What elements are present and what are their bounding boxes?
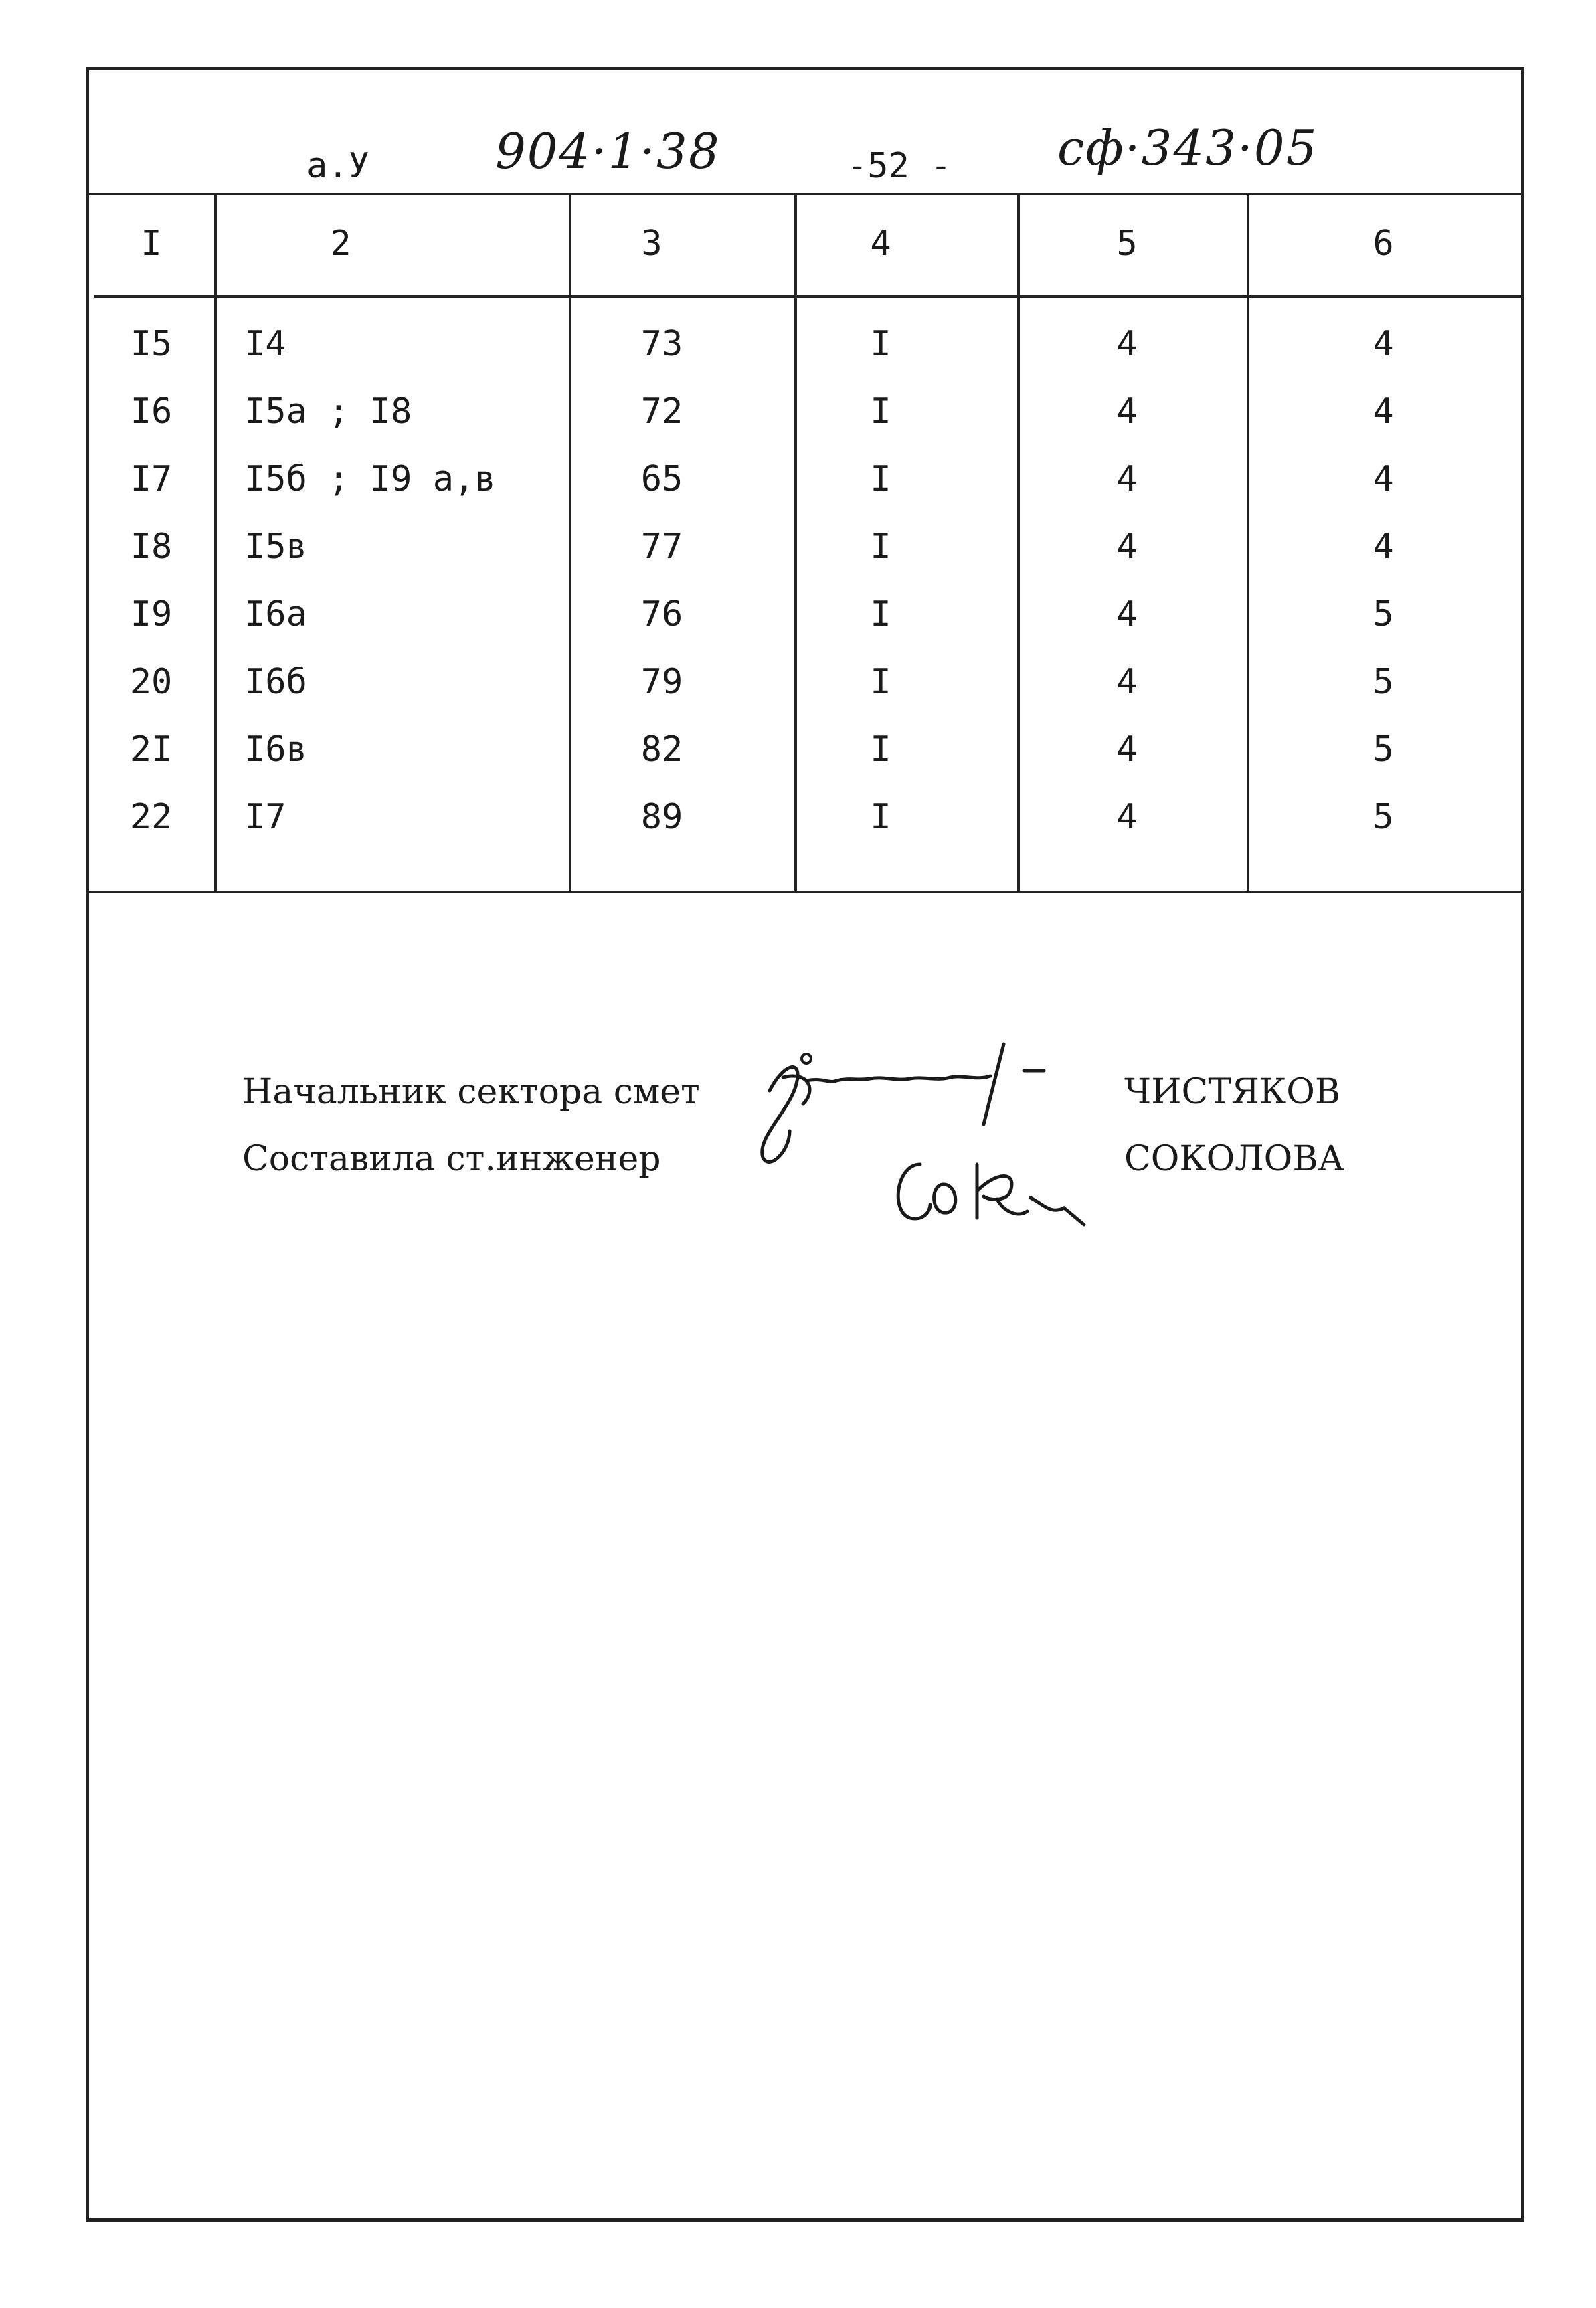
row-value: 4 [1372, 391, 1394, 432]
page-number: -52 - [847, 146, 952, 186]
row-item: I6а [244, 594, 307, 634]
column-header: 5 [1116, 224, 1138, 264]
project-number: 904·1·38 [495, 123, 721, 179]
row-item: I5а ; I8 [244, 391, 412, 432]
table-top-line [88, 193, 1524, 195]
column-header: 4 [870, 224, 891, 264]
row-number: I7 [130, 459, 173, 499]
row-value: 76 [640, 594, 683, 634]
row-value: 5 [1372, 594, 1394, 634]
row-value: 4 [1116, 662, 1138, 702]
signatory-name-1: ЧИСТЯКОВ [1124, 1072, 1341, 1112]
row-value: 4 [1372, 324, 1394, 364]
row-value: I [870, 324, 891, 364]
row-value: 65 [640, 459, 683, 499]
row-value: I [870, 459, 891, 499]
row-value: 72 [640, 391, 683, 432]
row-value: 79 [640, 662, 683, 702]
row-item: I6б [244, 662, 307, 702]
row-value: 89 [640, 797, 683, 837]
row-value: 5 [1372, 729, 1394, 770]
row-value: I [870, 594, 891, 634]
row-number: I8 [130, 527, 173, 567]
row-value: I [870, 662, 891, 702]
table-bottom-line [86, 891, 1524, 893]
row-value: 4 [1116, 391, 1138, 432]
row-item: I6в [244, 729, 307, 770]
row-value: I [870, 797, 891, 837]
row-value: 4 [1116, 527, 1138, 567]
row-number: I5 [130, 324, 173, 364]
row-value: 4 [1116, 459, 1138, 499]
row-value: 5 [1372, 662, 1394, 702]
doc-prefix: а.У [306, 146, 369, 186]
row-number: 22 [130, 797, 173, 837]
row-value: 73 [640, 324, 683, 364]
document-code: сф·343·05 [1057, 120, 1318, 176]
row-item: I5б ; I9 а,в [244, 459, 496, 499]
row-value: I [870, 527, 891, 567]
row-value: 4 [1116, 797, 1138, 837]
signatory-name-2: СОКОЛОВА [1124, 1139, 1344, 1179]
row-value: I [870, 729, 891, 770]
row-item: I4 [244, 324, 286, 364]
row-value: 4 [1116, 594, 1138, 634]
signatory-role-2: Составила ст.инженер [242, 1139, 661, 1179]
handwritten-signature-2 [883, 1138, 1111, 1251]
row-value: 4 [1116, 324, 1138, 364]
row-value: 4 [1372, 527, 1394, 567]
row-value: 5 [1372, 797, 1394, 837]
column-divider-1 [214, 195, 217, 891]
row-number: I9 [130, 594, 173, 634]
column-header: I [141, 224, 162, 264]
row-value: 77 [640, 527, 683, 567]
row-item: I7 [244, 797, 286, 837]
row-value: 4 [1116, 729, 1138, 770]
column-header: 2 [330, 224, 351, 264]
row-item: I5в [244, 527, 307, 567]
row-value: 4 [1372, 459, 1394, 499]
row-value: 82 [640, 729, 683, 770]
column-header: 6 [1372, 224, 1394, 264]
row-number: 2I [130, 729, 173, 770]
row-number: I6 [130, 391, 173, 432]
column-header: 3 [641, 224, 662, 264]
row-value: I [870, 391, 891, 432]
signatory-role-1: Начальник сектора смет [242, 1072, 700, 1112]
table-header-line [94, 295, 1524, 298]
row-number: 20 [130, 662, 173, 702]
